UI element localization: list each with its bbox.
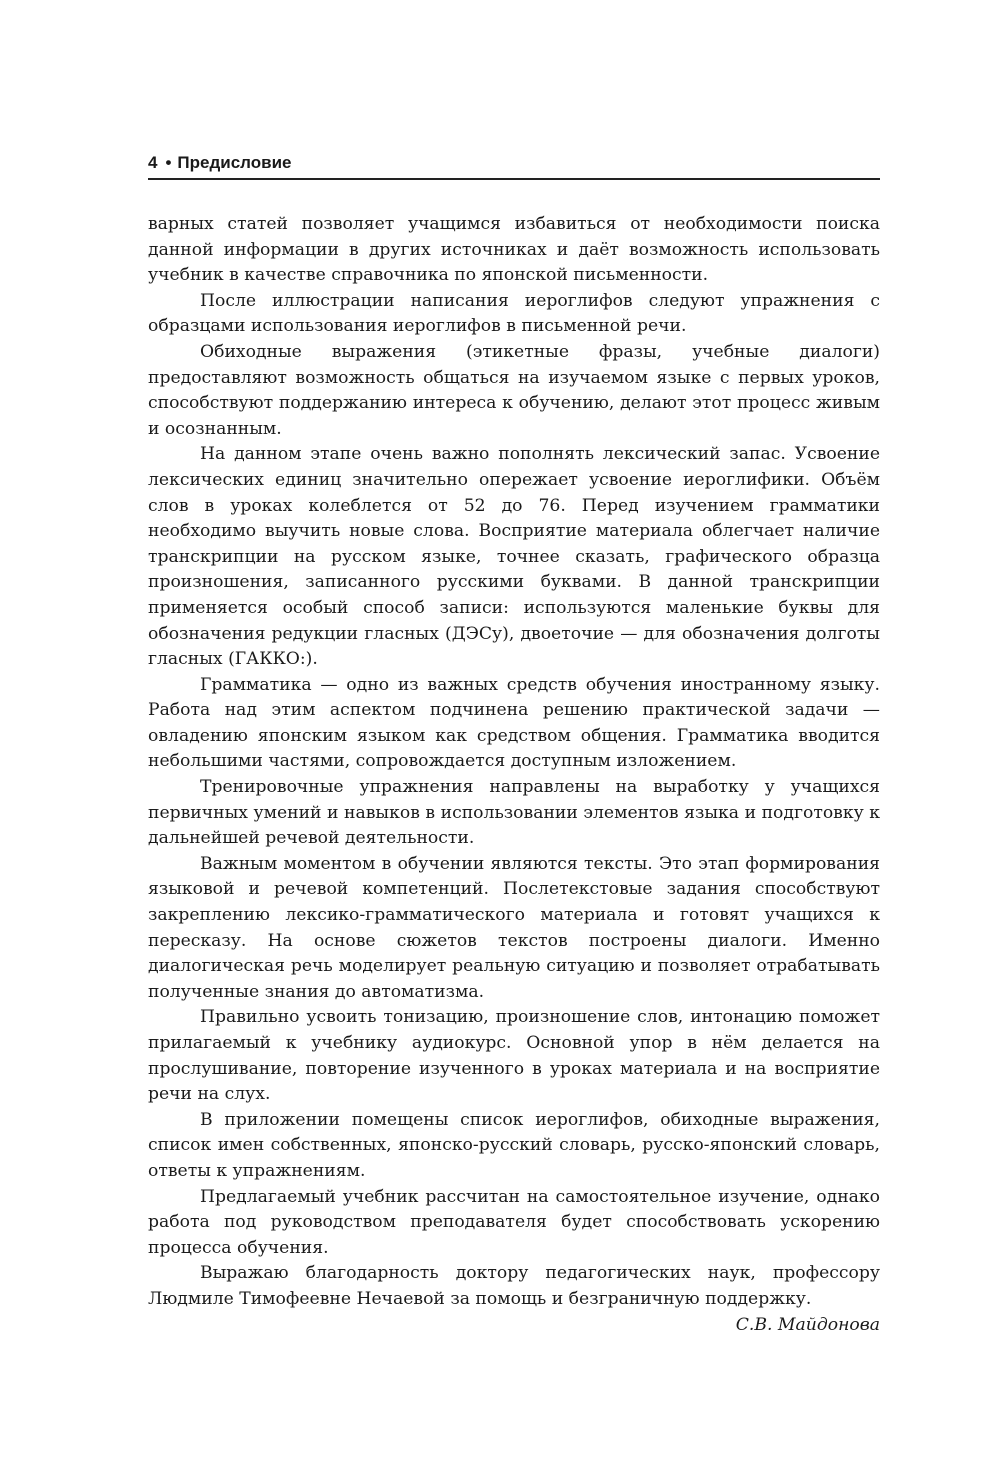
paragraph: В приложении помещены список иероглифов, обиходные выражения, список имен собственных, японско-русский словарь, русско-японский словарь, ответы к упражнениям. (148, 1109, 880, 1181)
page-number: 4 (148, 153, 158, 172)
paragraph: Грамматика — одно из важных средств обучения иностранному языку. Работа над этим аспектом подчинена решению практической задачи — овладению японским языком как средством общения. Грамматика вводится небольшими частями, сопровождается доступным изложением. (148, 674, 880, 772)
paragraph: Предлагаемый учебник рассчитан на самостоятельное изучение, однако работа под руководством преподавателя будет способствовать ускорению процесса обучения. (148, 1186, 880, 1258)
paragraph: Выражаю благодарность доктору педагогических наук, профессору Людмиле Тимофеевне Нечаевой за помощь и безграничную поддержку. (148, 1263, 880, 1309)
paragraph: После иллюстрации написания иероглифов следуют упражнения с образцами использования иероглифов в письменной речи. (148, 290, 880, 337)
paragraph: варных статей позволяет учащимся избавиться от необходимости поиска данной информации в других источниках и даёт возможность использовать учебник в качестве справочника по японской письменности. (148, 214, 880, 286)
header-bullet: • (165, 153, 172, 172)
paragraph: Обиходные выражения (этикетные фразы, учебные диалоги) предоставляют возможность общаться на изучаемом языке с первых уроков, способствуют поддержанию интереса к обучению, делают этот процесс живым и осознанным. (148, 341, 880, 439)
paragraph: Тренировочные упражнения направлены на выработку у учащихся первичных умений и навыков в использовании элементов языка и подготовку к дальнейшей речевой деятельности. (148, 777, 880, 849)
running-header (148, 150, 880, 180)
body-text (148, 212, 880, 1338)
paragraph: Правильно усвоить тонизацию, произношение слов, интонацию поможет прилагаемый к учебнику аудиокурс. Основной упор в нём делается на прослушивание, повторение изученного в уроках материала и на восприятие речи на слух. (148, 1007, 880, 1105)
section-title: Предисловие (177, 153, 292, 172)
author-signature: С.В. Майдонова (735, 1314, 880, 1335)
paragraph: На данном этапе очень важно пополнять лексический запас. Усвоение лексических единиц значительно опережает усвоение иероглифики. Объём слов в уроках колеблется от 52 до 76. Перед изучением грамматики необходимо выучить новые слова. Восприятие материала облегчает наличие транскрипции на русском языке, точнее сказать, графического образца произношения, записанного русскими буквами. В данной транскрипции применяется особый способ записи: используются маленькие буквы для обозначения редукции гласных (ДЭСу), двоеточие — для обозначения долготы гласных (ГАККО:). (148, 444, 880, 670)
paragraph: Важным моментом в обучении являются тексты. Это этап формирования языковой и речевой компетенций. Послетекстовые задания способствуют закреплению лексико-грамматического материала и готовят учащихся к пересказу. На основе сюжетов текстов построены диалоги. Именно диалогическая речь моделирует реальную ситуацию и позволяет отрабатывать полученные знания до автоматизма. (148, 853, 880, 1002)
